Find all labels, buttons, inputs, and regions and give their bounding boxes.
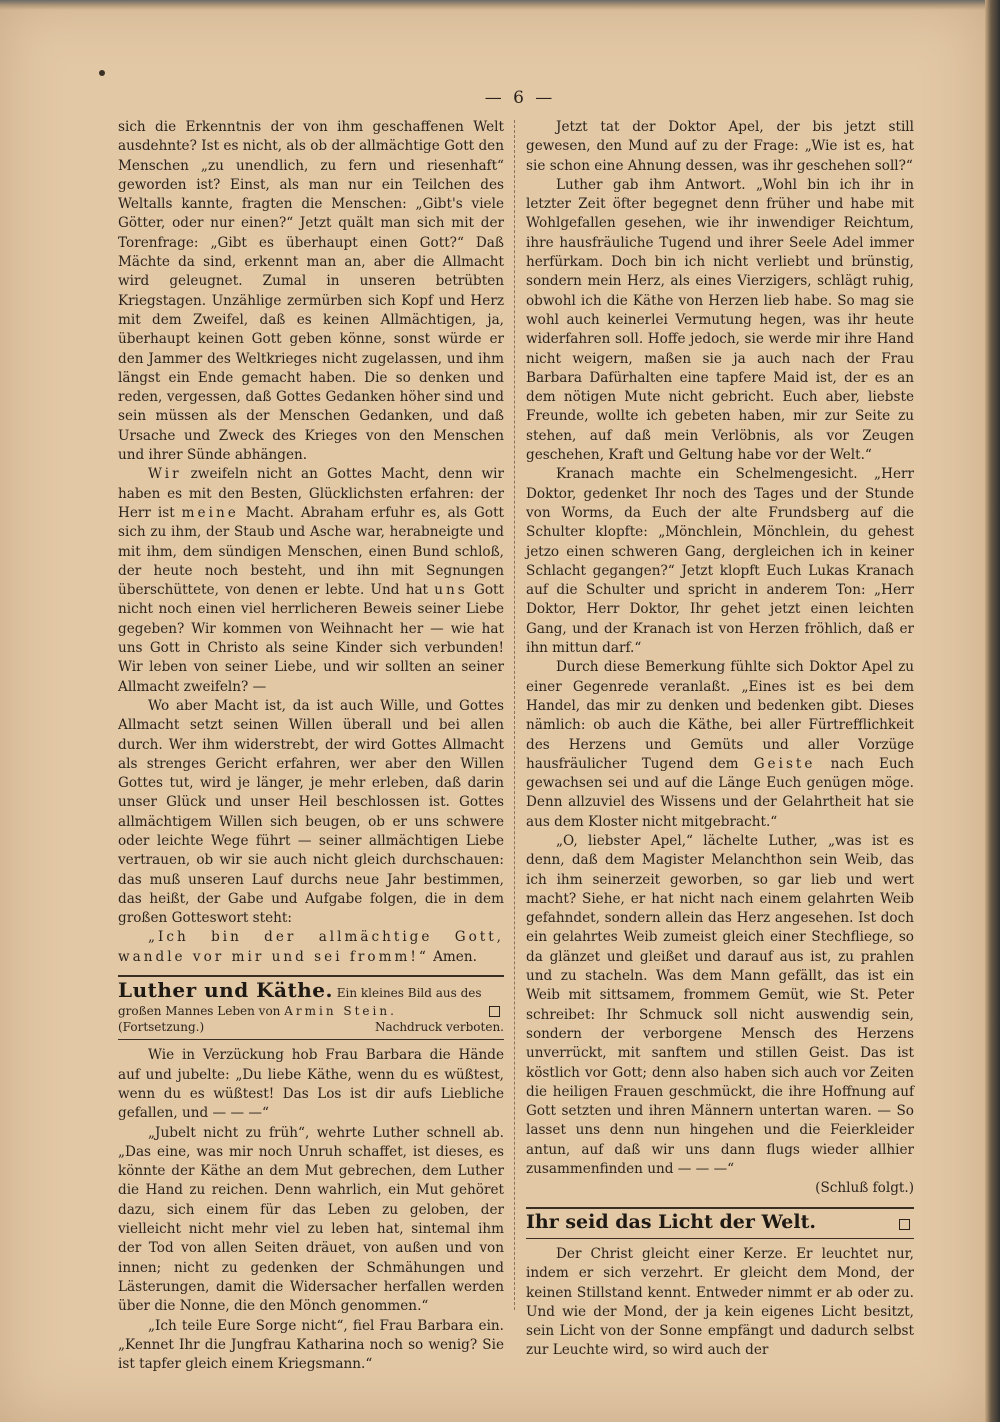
right-column [526,118,914,1361]
section-heading [526,1209,914,1234]
devotional-closing-verse [118,928,504,967]
story-byline [118,1003,504,1019]
story-title: Luther und Käthe. [118,978,333,1003]
rights-note: Nachdruck verboten. [374,1020,504,1035]
section-title: Ihr seid das Licht der Welt. [526,1210,816,1233]
to-be-continued: (Schluß folgt.) [815,1180,914,1197]
amen-text: Amen. [428,948,477,965]
story-rule [118,1039,504,1040]
section-rule-thin [526,1238,914,1239]
page-binding-edge [985,0,1000,1422]
spaced-text: uns [434,582,468,599]
byline-text: großen Mannes Leben von [118,1004,285,1019]
story-closing-line [526,1179,914,1198]
ink-dot [99,70,105,76]
story-paragraph-3: „Ich teile Eure Sorge nicht“, fiel Frau Barbara ein. „Kennet Ihr die Jungfrau Katharina noch so wenig? Sie ist tapfer gleich einem Kriegsmann.“ [118,1317,504,1373]
bible-verse: „Ich bin der allmächtige Gott, wandle vor mir und sei fromm!“ [118,929,504,965]
section-rule [118,975,504,977]
story-paragraph-6: Kranach machte ein Schelmengesicht. „Herr Doktor, gedenket Ihr noch des Tages und der Stunde von Worms, da Euch der alte Frundsberg auf die Schulter klopfte: „Mönchlein, Mönchlein, du gehest jetzo einen schweren Gang, dergleichen ich in keiner Schlacht gegangen?“ Jetzt klopft Euch Lukas Kranach auf die Schulter und spricht in anderem Ton: „Herr Doktor, Herr Doktor, Ihr gehet jetzt einen leichten Gang, und der Kranach ist von Herzen fröhlich, daß er ihn mittun darf.“ [526,466,914,657]
story-title-line [118,978,504,1003]
continuation-note: (Fortsetzung.) [118,1020,205,1035]
story-paragraph-8: „O, liebster Apel,“ lächelte Luther, „was ist es denn, daß dem Magister Melanchthon sein Weib, das ich ihm seinerzeit geworben, so gar lieb und wert macht? Siehe, er hat nicht nach einem gelahrten Weib gefahndet, sondern allein das Herz angesehen. Ist doch ein gelahrtes Weib zumeist gleich einer Stechfliege, so da glänzet und gleißet und darauf aus ist, zu prahlen und zu stacheln. Was dem Mann gefällt, das ist ein Weib mit sittsamem, frommem Gemüt, wie St. Peter schreibet: Ihr Schmuck soll nicht auswendig sein, sondern der verborgene Mensch des Herzens unverrückt, mit sanftem und stillen Geist. Das ist köstlich vor Gott; denn also haben sich auch vor Zeiten die heiligen Frauen geschmückt, die ihre Hoffnung auf Gott setzten und ihren Männern untertan waren. — So lasset uns denn nun hingehen und die Feierkleider antun, auf daß wir uns dann flugs wieder allhier zusammenfinden und — — —“ [526,832,914,1178]
text-run: Gott nicht noch einen viel herrlicheren Beweis seiner Liebe gegeben? Wir kommen von Weihnacht her — wie hat uns Gott in Christo als seine Kinder sich verbunden! Wir leben von seiner Liebe, und wir sollten an seiner Allmacht zweifeln? — [118,582,504,695]
story-paragraph-1: Wie in Verzückung hob Frau Barbara die Hände auf und jubelte: „Du liebe Käthe, wenn du es wüßtest, wenn du es wüßtest! Das Los ist dir aufs Liebliche gefallen, und — — —“ [118,1047,504,1122]
spaced-text: Geiste [753,755,816,772]
spaced-text: Wir [148,466,182,483]
page-top-edge [0,0,985,10]
story-paragraph-4: Jetzt tat der Doktor Apel, der bis jetzt still gewesen, den Mund auf zu der Frage: „Wie ist es, hat sie schon eine Ahnung dessen, was ihr geschehen soll?“ [526,119,914,174]
column-divider [514,120,515,1310]
story-header [118,978,504,1035]
page-number: — 6 — [484,88,556,108]
story-author: Armin Stein. [284,1004,397,1019]
story-subtitle: Ein kleines Bild aus des [332,986,482,1001]
text-run: zweifeln nicht an Gottes Macht, denn wir haben es mit den Besten, Glücklichsten erfahren: der Herr ist [118,466,504,521]
spaced-text: meine [181,504,239,521]
story-paragraph-2: „Jubelt nicht zu früh“, wehrte Luther schnell ab. „Das eine, was mir noch Unruh schaffet, ist dieses, es könnte der Käthe an dem Mut gebrechen, dem Luther die Hand zu reichen. Denn wahrlich, ein Mut gehöret dazu, sich einem für das Leben zu geloben, der vielleicht nicht mehr viel zu leben hat, sintemal ihm der Tod von allen Seiten dräuet, von außen und von innen; nicht zu gedenken der Schmähungen und Lästerungen, damit die Widersacher herfallen werden über die Nonne, die den Mönch genommen.“ [118,1124,504,1315]
text-run: Durch diese Bemerkung fühlte sich Doktor Apel zu einer Gegenrede veranlaßt. „Eines ist es bei dem Handel, das mir zu denken und bedenken gibt. Dieses nämlich: ob auch die Käthe, bei aller Fürtrefflichkeit des Herzens und Gemüts und aller Vorzüge hausfräulicher Tugend dem [526,659,914,772]
story-paragraph-5: Luther gab ihm Antwort. „Wohl bin ich ihr in letzter Zeit öfter begegnet denn früher und habe mit Wohlgefallen gesehen, wie ihr inwendiger Reichtum, ihre hausfräuliche Tugend und ihrer Seele Adel immer herfürkam. Doch bin ich nicht verliebt und brünstig, sondern mein Herz, als eines Vierzigers, schlägt ruhig, obwohl ich die Käthe von Herzen lieb habe. So mag sie wohl auch keinerlei Vermutung hegen, was ihr heute widerfahren soll. Hoffe jedoch, sie werde mir ihre Hand nicht weigern, maßen sie ja auch nach der Frau Barbara Dafürhalten eine tapfere Maid ist, der es an dem nötigen Mute nicht gebricht. Euch aber, liebste Freunde, wollte ich gebeten haben, mir zur Seite zu stehen, auf daß mein Verlöbnis, als vor Zeugen geschehen, Kraft und Geltung habe vor der Welt.“ [526,176,914,464]
left-column [118,118,504,1374]
text-run: nach Euch gewachsen sei und auf die Länge Euch genügen möge. Denn allzuviel des Wissens und der Gelahrtheit hat sie aus dem Kloster nicht mitgebracht.“ [526,755,914,830]
devotional-paragraph-1: sich die Erkenntnis der von ihm geschaffenen Welt ausdehnte? Ist es nicht, als ob der allmächtige Gott den Menschen „zu unendlich, zu fern und riesenhaft“ geworden ist? Einst, als man nur ein Teilchen des Weltalls kannte, fragten die Menschen: „Gibt's viele Götter, oder nur einen?“ Jetzt quält man sich mit der Torenfrage: „Gibt es überhaupt einen Gott?“ Daß Mächte da sind, erkennt man an, aber die Allmacht wird geleugnet. Zumal in unseren betrübten Kriegstagen. Unzählige zermürben sich Kopf und Herz mit dem Zweifel, daß es keinen Allmächtigen, ja, überhaupt keinen Gott geben könne, sonst würde er den Jammer des Weltkrieges nicht zugelassen, und ihm längst ein Ende gemacht haben. Die so denken und reden, vergessen, daß Gottes Gedanken höher sind und sein müssen als der Menschen Gedanken, und daß Ursache und Zweck des Krieges von den Menschen und ihrer Sünde abhängen. [118,119,504,464]
story-meta [118,1019,504,1035]
box-ornament [899,1219,910,1230]
text-run: Macht. Abraham erfuhr es, als Gott sich zu ihm, der Staub und Asche war, herabneigte und mit ihm, dem sündigen Menschen, einen Bund schloß, der heute noch besteht, und ihn mit Segnungen überschüttete, von denen er lebte. Und hat [118,504,505,599]
devotional-paragraph-3: Wo aber Macht ist, da ist auch Wille, und Gottes Allmacht setzt seinen Willen überall und bei allen durch. Wer ihm widerstrebt, der wird Gottes Allmacht als strenges Gericht erfahren, wer aber den Willen Gottes tut, wird je länger, je mehr erleben, daß darin unser Glück und unser Heil beschlossen ist. Gottes allmächtigem Willen sich beugen, ob er uns schwere oder leichte Wege führt — seiner allmächtigen Liebe vertrauen, ob wir sie auch nicht gleich durchschauen: das muß unseren Lauf durchs neue Jahr bestimmen, das heißt, der Gabe und Aufgabe folgen, die in dem großen Gotteswort steht: [118,697,504,927]
devotional-paragraph-2 [118,465,504,697]
box-ornament [489,1006,500,1017]
article-paragraph-1: Der Christ gleicht einer Kerze. Er leuchtet nur, indem er sich verzehrt. Er gleicht dem Mond, der keinen Stillstand kennt. Entweder nimmt er ab oder zu. Und wie der Mond, der ja kein eigenes Licht besitzt, sein Licht von der Sonne empfängt und dadurch selbst zur Leuchte wird, so wird auch der [526,1245,914,1359]
story-paragraph-7 [526,658,914,832]
